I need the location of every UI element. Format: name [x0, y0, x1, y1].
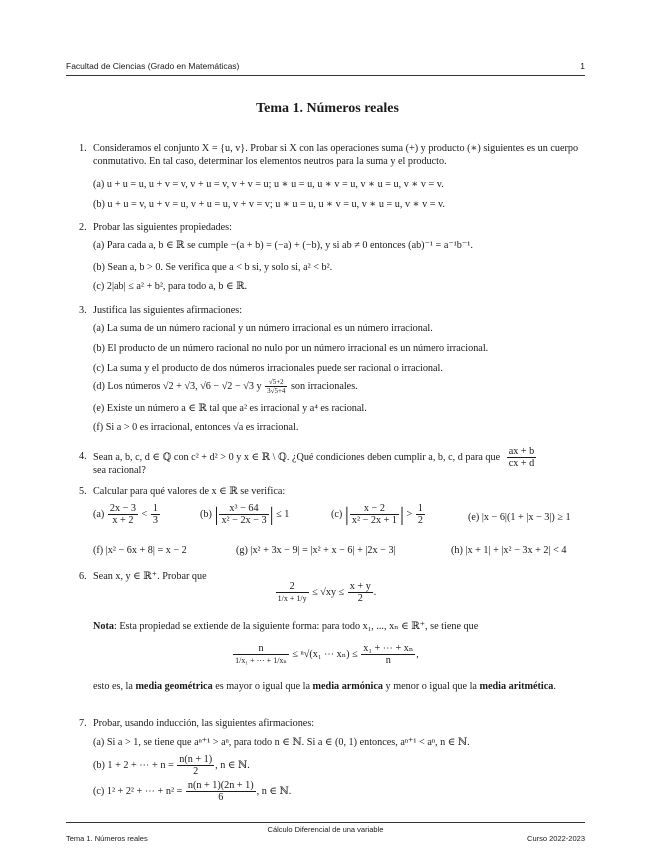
item-label: (c)	[331, 508, 343, 520]
conclusion-text: es mayor o igual que la	[212, 681, 313, 692]
item-b-fraction	[177, 754, 214, 777]
harmonic-fraction	[276, 581, 309, 604]
item-f: (f) |x² − 6x + 8| = x − 2	[93, 545, 187, 556]
header-rule	[66, 75, 585, 76]
item-d-fraction	[265, 378, 287, 395]
note	[93, 620, 478, 633]
fraction-denominator: 2	[193, 766, 199, 777]
fraction-numerator: x₁ + ⋯ + xₙ	[363, 643, 414, 654]
exercise-2	[66, 221, 585, 291]
fraction-numerator: √5+2	[265, 378, 287, 387]
conclusion-text: .	[553, 681, 556, 692]
exercise-number: 6.	[79, 571, 87, 582]
note-label: Nota	[93, 621, 114, 632]
item-d-text: (d) Los números √2 + √3, √6 − √2 − √3 y	[93, 380, 262, 392]
item-e: (e) Existe un número a ∈ ℝ tal que a² es irracional y a⁴ es racional.	[93, 403, 367, 414]
fraction-numerator: x − 2	[350, 503, 399, 515]
statement-fraction	[507, 446, 537, 469]
fraction-denominator: n	[385, 655, 391, 666]
inequality-middle: ≤ √xy ≤	[312, 586, 345, 598]
arithmetic-mean-term: media aritmética	[479, 681, 554, 692]
exercise-statement: Probar las siguientes propiedades:	[93, 222, 232, 233]
item-b: (b) El producto de un número racional no nulo por un número irracional es un número irracional.	[93, 343, 489, 354]
footer-year: Curso 2022-2023	[527, 834, 585, 843]
fraction-denominator: 3√5+4	[267, 387, 286, 395]
item-c	[93, 780, 291, 803]
fraction-denominator: x + 2	[112, 515, 134, 526]
item-b	[200, 503, 289, 526]
item-a: (a) La suma de un número racional y un número irracional es un número irracional.	[93, 323, 433, 334]
footer-course: Cálculo Diferencial de una variable	[267, 825, 384, 834]
abs-bar-left: |	[344, 503, 349, 526]
item-a	[93, 503, 161, 526]
relation: <	[141, 508, 148, 520]
header-faculty: Facultad de Ciencias (Grado en Matemáticas)	[66, 61, 240, 71]
exercise-7	[66, 717, 585, 807]
inequality-two-variables	[66, 581, 585, 604]
inequality-end: .	[373, 586, 377, 598]
item-a: (a) Para cada a, b ∈ ℝ se cumple −(a + b) = (−a) + (−b), y si ab ≠ 0 entonces (ab)⁻¹ = a⁻¹b⁻¹.	[93, 240, 473, 251]
item-b-text-end: , n ∈ ℕ.	[215, 759, 250, 771]
item-b-text: (b) 1 + 2 + ⋯ + n =	[93, 759, 174, 771]
fraction-numerator: 1	[152, 503, 158, 514]
fraction-numerator: 2	[276, 581, 309, 593]
item-b-fraction	[219, 503, 268, 526]
fraction-denominator: 6	[218, 792, 224, 803]
conclusion-text: y menor o igual que la	[383, 681, 480, 692]
item-b	[93, 754, 250, 777]
item-c: (c) 2|ab| ≤ a² + b², para todo a, b ∈ ℝ.	[93, 281, 248, 292]
item-a-rhs-fraction	[151, 503, 160, 526]
fraction-numerator: x + y	[349, 581, 371, 592]
fraction-denominator: 2	[417, 515, 423, 526]
abs-bar-left: |	[214, 503, 219, 526]
exercise-4	[66, 446, 585, 478]
fraction-numerator: ax + b	[508, 446, 535, 457]
exercise-number: 7.	[79, 718, 87, 729]
item-h: (h) |x + 1| + |x² − 3x + 2| < 4	[451, 545, 567, 556]
fraction-denominator: cx + d	[508, 458, 535, 469]
fraction-denominator: 1/x + 1/y	[277, 594, 307, 603]
conclusion	[93, 680, 585, 693]
arithmetic-mean-fraction	[361, 643, 415, 666]
fraction-denominator: x² − 2x − 3	[221, 515, 267, 526]
inequality-middle: ≤ ⁿ√(x₁ ⋯ xₙ) ≤	[292, 648, 358, 660]
item-d	[93, 378, 358, 395]
conclusion-text: esto es, la	[93, 681, 136, 692]
exercise-1	[66, 142, 585, 212]
item-c-rhs-fraction	[416, 503, 425, 526]
item-label: (b)	[200, 508, 212, 520]
exercise-statement	[93, 446, 537, 469]
item-a: (a) Si a > 1, se tiene que aⁿ⁺¹ > aⁿ, para todo n ∈ ℕ. Si a ∈ (0, 1) entonces, aⁿ⁺¹ < aⁿ, n ∈ ℕ.	[93, 737, 470, 748]
item-a: (a) u + u = u, u + v = v, v + u = v, v + v = u; u ∗ u = u, u ∗ v = u, v ∗ u = u, v ∗ v = v.	[93, 179, 444, 190]
exercise-statement: Calcular para qué valores de x ∈ ℝ se verifica:	[93, 486, 286, 497]
item-f: (f) Si a > 0 es irracional, entonces √a es irracional.	[93, 422, 299, 433]
exercise-statement: Probar, usando inducción, las siguientes afirmaciones:	[93, 718, 315, 729]
harmonic-mean-term: media armónica	[312, 681, 383, 692]
item-e: (e) |x − 6|(1 + |x − 3|) ≥ 1	[468, 512, 571, 523]
exercise-number: 4.	[79, 451, 87, 462]
item-c-fraction	[350, 503, 399, 526]
fraction-denominator: x² − 2x + 1	[351, 515, 397, 526]
item-c: (c) La suma y el producto de dos números irracionales puede ser racional o irracional.	[93, 363, 443, 374]
exercise-statement: Justifica las siguientes afirmaciones:	[93, 305, 243, 316]
footer-rule	[66, 822, 585, 823]
fraction-numerator: 1	[417, 503, 423, 514]
footer-topic: Tema 1. Números reales	[66, 834, 148, 843]
fraction-numerator: n	[233, 643, 289, 655]
fraction-numerator: n(n + 1)(2n + 1)	[187, 780, 254, 791]
exercise-5	[66, 485, 585, 560]
abs-bar-right: |	[399, 503, 404, 526]
note-text: : Esta propiedad se extiende de la siguiente forma: para todo x₁, ..., xₙ ∈ ℝ⁺, se tiene que	[113, 621, 479, 632]
harmonic-mean-fraction	[233, 643, 289, 666]
item-b: (b) u + u = v, u + v = u, v + u = u, v + v = v; u ∗ u = u, u ∗ v = u, v ∗ u = u, v ∗ v = v.	[93, 199, 445, 210]
exercise-number: 3.	[79, 305, 87, 316]
abs-bar-right: |	[269, 503, 274, 526]
item-g: (g) |x² + 3x − 9| = |x² + x − 6| + |2x − 3|	[236, 545, 396, 556]
exercise-number: 5.	[79, 486, 87, 497]
item-label: (a)	[93, 508, 105, 520]
arithmetic-fraction	[348, 581, 373, 604]
fraction-denominator: 3	[152, 515, 158, 526]
exercise-number: 1.	[79, 143, 87, 154]
fraction-numerator: n(n + 1)	[179, 754, 213, 765]
relation: ≤ 1	[276, 508, 290, 520]
item-a-lhs-fraction	[108, 503, 138, 526]
item-d-text-end: son irracionales.	[290, 380, 358, 392]
statement-text: Sean a, b, c, d ∈ ℚ con c² + d² > 0 y x ∈ ℝ \ ℚ. ¿Qué condiciones deben cumplir a, b, c, d para que	[93, 451, 501, 463]
fraction-denominator: 2	[357, 593, 363, 604]
statement-end: sea racional?	[93, 465, 146, 476]
exercise-statement: Sean x, y ∈ ℝ⁺. Probar que	[93, 571, 207, 582]
page-title: Tema 1. Números reales	[256, 101, 399, 116]
exercise-6	[66, 570, 585, 710]
item-c	[331, 503, 426, 526]
relation: >	[406, 508, 413, 520]
header-page-number: 1	[580, 61, 585, 71]
exercise-number: 2.	[79, 222, 87, 233]
item-c-text-end: , n ∈ ℕ.	[256, 785, 292, 797]
item-b: (b) Sean a, b > 0. Se verifica que a < b si, y solo si, a² < b².	[93, 262, 333, 273]
inequality-n-variables	[66, 643, 585, 666]
item-c-text: (c) 1² + 2² + ⋯ + n² =	[93, 785, 183, 797]
fraction-numerator: 2x − 3	[109, 503, 136, 514]
item-c-fraction	[186, 780, 256, 803]
page-header	[66, 61, 585, 74]
inequality-end: ,	[416, 648, 419, 660]
fraction-numerator: x³ − 64	[219, 503, 268, 515]
exercise-statement: Consideramos el conjunto X = {u, v}. Probar si X con las operaciones suma (+) y producto (∗) siguientes es un cuerpo conmutativo. En tal caso, determinar los elementos neutros para la suma y el producto.	[93, 143, 579, 167]
exercise-3	[66, 304, 585, 439]
geometric-mean-term: media geométrica	[135, 681, 213, 692]
fraction-denominator: 1/x₁ + ⋯ + 1/xₙ	[235, 656, 287, 665]
